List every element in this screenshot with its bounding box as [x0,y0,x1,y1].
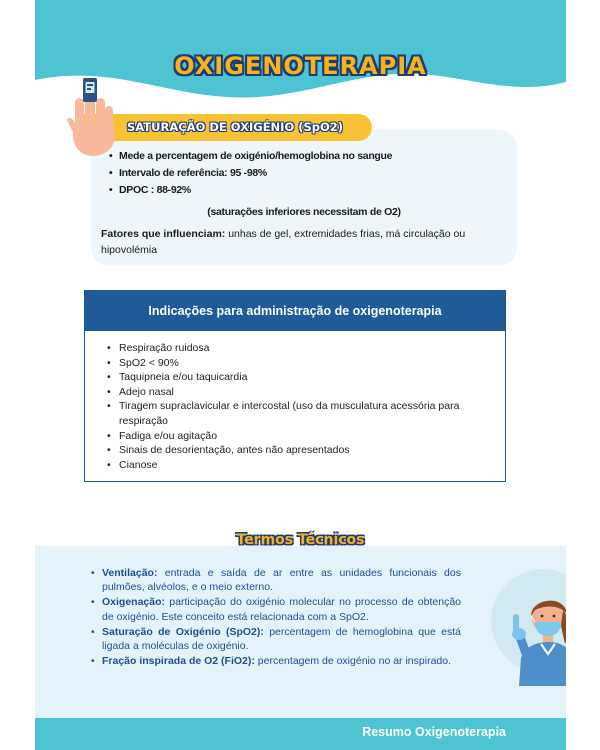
spo2-factors [101,226,511,258]
term-label: Ventilação: [102,567,158,579]
term-item [91,654,461,668]
list-item: • Tiragem supraclavicular e intercostal (uso da musculatura acessória para respiração [107,399,492,428]
term-text: percentagem de oxigénio no ar inspirado. [254,655,452,668]
list-item: • Taquipneia e/ou taquicardia [107,370,492,385]
page-title: OXIGENOTERAPIA [174,52,427,80]
list-item: • Respiração ruidosa [107,341,492,356]
factors-text: unhas de gel, extremidades frias, má circulação ou hipovolémia [101,228,466,256]
term-label: Oxigenação: [102,596,166,609]
term-text: percentagem de hemoglobina que está ligada a moléculas de oxigénio. [102,625,461,653]
nurse-illustration [481,566,566,686]
list-item: • SpO2 < 90% [107,356,492,371]
footer-text: Resumo Oxigenoterapia [362,725,506,739]
indications-box [84,290,506,482]
indications-title: Indicações para administração de oxigenoterapia [85,291,505,331]
spo2-note: (saturações inferiores necessitam de O2) [207,206,401,218]
footer-bar [35,718,566,750]
term-text: entrada e saída de ar entre as unidades funcionais dos pulmões, alvéolos, e o meio externo. [102,567,461,594]
pulse-oximeter-hand-icon [63,76,123,156]
terms-title: Termos Técnicos [236,532,365,548]
indications-list [107,341,492,472]
term-label: Saturação de Oxigénio (SpO2): [102,625,264,638]
list-item: • Sinais de desorientação, antes não apresentados [107,443,492,458]
list-item: • Fadiga e/ou agitação [107,429,492,444]
term-item [91,625,461,653]
factors-label: Fatores que influenciam: [101,228,226,240]
list-item: • Mede a percentagem de oxigénio/hemoglobina no sangue [119,148,392,165]
list-item: • Cianose [107,458,492,473]
term-item [91,566,461,594]
term-item [91,595,461,623]
spo2-list [107,148,392,199]
list-item: • Intervalo de referência: 95 -98% [119,165,392,182]
list-item: • Adejo nasal [107,385,492,400]
term-text: participação do oxigénio molecular no processo de obtenção de oxigénio. Este conceito está relacionada com a SpO2. [102,596,461,623]
page [35,0,566,750]
spo2-banner-title: SATURAÇÃO DE OXIGÉNIO (SpO2) [127,120,344,134]
term-label: Fração inspirada de O2 (FiO2): [102,655,255,668]
terms-list [91,566,461,669]
list-item: • DPOC : 88-92% [119,182,392,199]
